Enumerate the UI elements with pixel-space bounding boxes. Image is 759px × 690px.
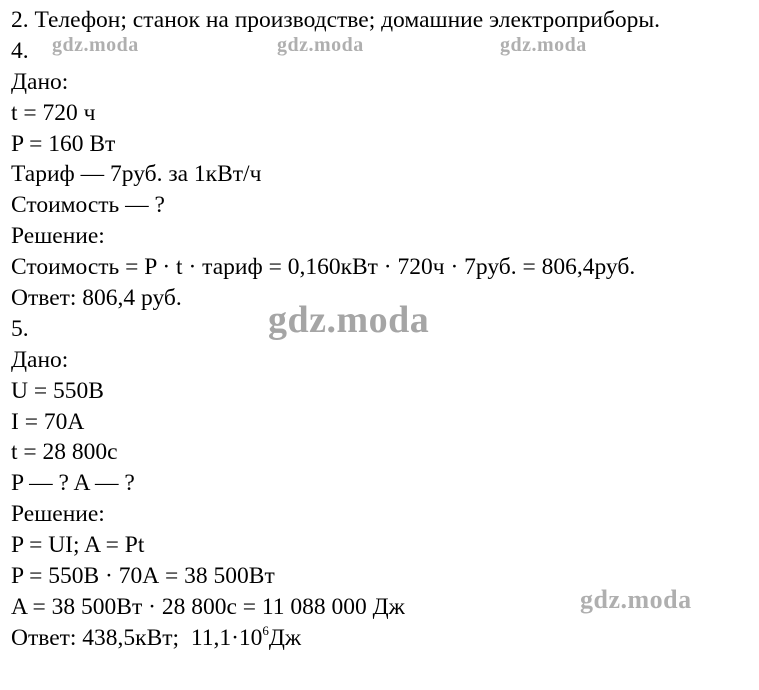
task-4-solution-heading: Решение: [11,223,105,250]
task-5-given-current: I = 70А [11,408,85,435]
task-5-given-time: t = 28 800с [11,439,118,466]
task-5-unknowns: P — ? A — ? [11,470,135,497]
task-4-given-time: t = 720 ч [11,99,96,126]
task-4-unknown-cost: Стоимость — ? [11,192,165,219]
task-5-power-calc: P = 550В · 70А = 38 500Вт [11,563,275,590]
task-5-formulas: P = UI; A = Pt [11,532,145,559]
task-4-solution-formula: Стоимость = P · t · тариф = 0,160кВт · 720ч · 7руб. = 806,4руб. [11,254,636,281]
task-4-given-heading: Дано: [11,68,69,95]
task-5-answer-main: Ответ: 438,5кВт; 11,1·10 [11,624,263,651]
task-5-answer [11,623,756,654]
task-4-given-power: P = 160 Вт [11,130,116,157]
watermark-1: gdz.moda [52,34,139,56]
answer-2-line: 2. Телефон; станок на производстве; домашние электроприборы. [11,7,661,33]
task-5-work-calc: A = 38 500Вт · 28 800с = 11 088 000 Дж [11,593,405,620]
task-5-solution-heading: Решение: [11,501,105,528]
task-5-answer-exponent: 6 [262,622,269,638]
task-5-number: 5. [11,315,29,342]
watermark-5: gdz.moda [580,585,692,614]
watermark-4: gdz.moda [268,299,430,341]
task-4-answer: Ответ: 806,4 руб. [11,285,182,312]
task-4-given-tariff: Тариф — 7руб. за 1кВт/ч [11,161,262,188]
watermark-2: gdz.moda [277,34,364,56]
task-5-given-heading: Дано: [11,346,69,373]
task-5-given-voltage: U = 550В [11,377,104,404]
task-5-answer-unit: Дж [268,624,302,651]
task-4-number: 4. [11,37,29,64]
watermark-3: gdz.moda [500,34,587,56]
